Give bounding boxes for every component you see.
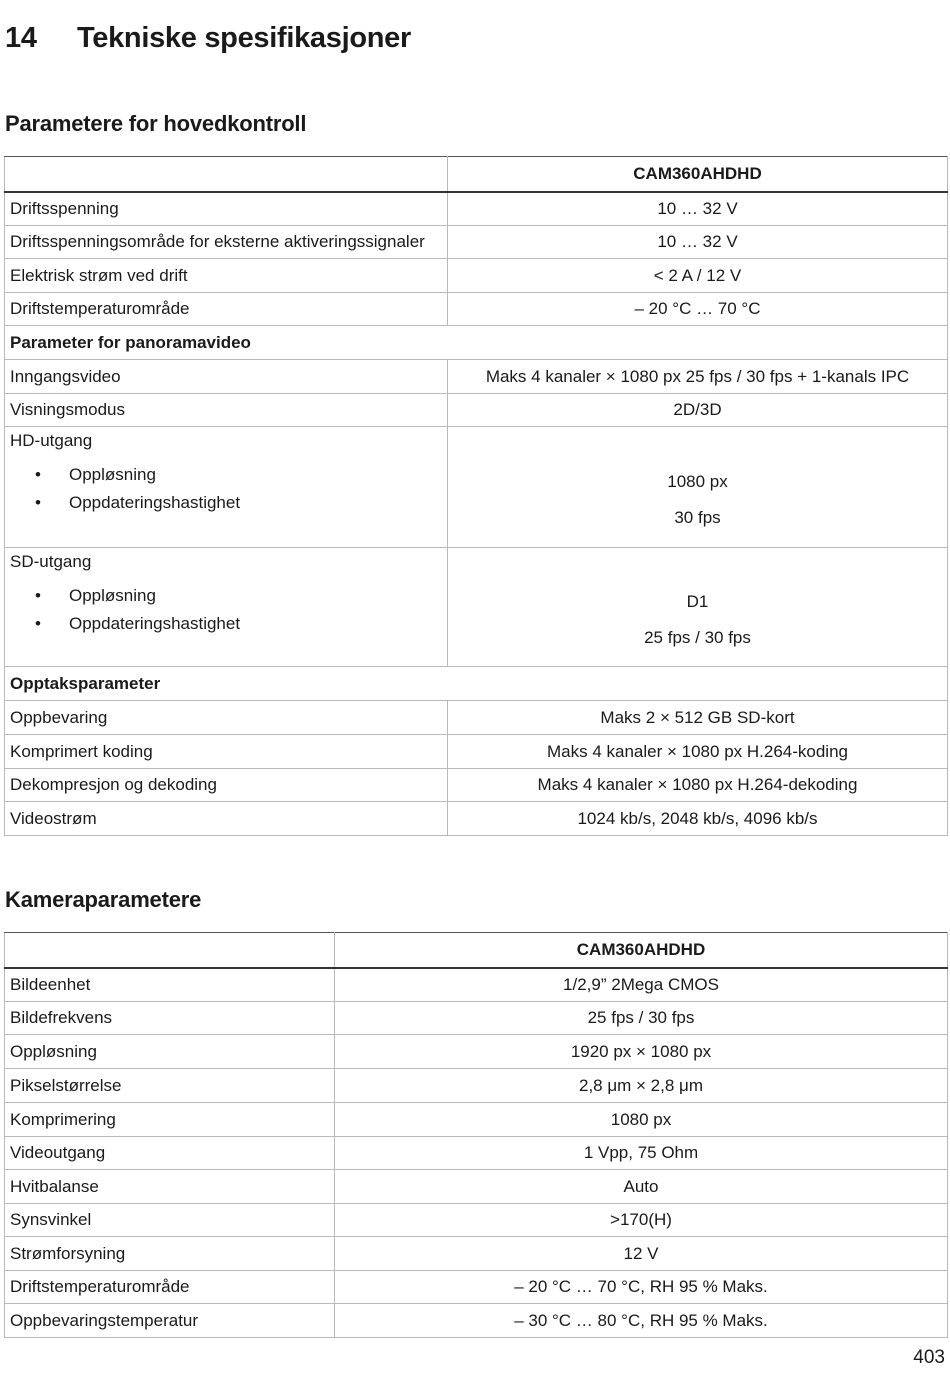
table-row bbox=[5, 360, 948, 394]
table-row bbox=[5, 394, 948, 427]
table-row-sd-output bbox=[5, 548, 948, 667]
row-value: 1/2,9” 2Mega CMOS bbox=[335, 968, 948, 1002]
row-value: 1024 kb/s, 2048 kb/s, 4096 kb/s bbox=[448, 802, 948, 836]
sd-output-cell bbox=[5, 548, 448, 667]
table-row bbox=[5, 1237, 948, 1271]
table-row bbox=[5, 1069, 948, 1103]
row-label: Inngangsvideo bbox=[5, 360, 448, 394]
row-value: Maks 4 kanaler × 1080 px H.264-koding bbox=[448, 735, 948, 769]
group-row bbox=[5, 667, 948, 701]
row-value: Auto bbox=[335, 1170, 948, 1204]
hd-output-label: HD-utgang bbox=[10, 431, 93, 450]
table-row-hd-output bbox=[5, 427, 948, 548]
row-value: 10 … 32 V bbox=[448, 226, 948, 259]
table-row bbox=[5, 293, 948, 326]
row-value: – 20 °C … 70 °C, RH 95 % Maks. bbox=[335, 1271, 948, 1304]
header-empty-cell bbox=[5, 933, 335, 968]
row-label: Oppbevaringstemperatur bbox=[5, 1304, 335, 1338]
table-row bbox=[5, 1170, 948, 1204]
row-value: 10 … 32 V bbox=[448, 192, 948, 226]
row-value: 25 fps / 30 fps bbox=[335, 1002, 948, 1035]
row-label: Driftsspenning bbox=[5, 192, 448, 226]
row-value: Maks 4 kanaler × 1080 px 25 fps / 30 fps + 1-kanals IPC bbox=[448, 360, 948, 394]
hd-output-list bbox=[10, 465, 442, 513]
row-value: Maks 2 × 512 GB SD-kort bbox=[448, 701, 948, 735]
table-row bbox=[5, 1137, 948, 1170]
group-heading-panorama: Parameter for panoramavideo bbox=[5, 326, 948, 360]
row-label: Synsvinkel bbox=[5, 1204, 335, 1237]
camera-table bbox=[4, 932, 948, 1338]
section-title-camera: Kameraparametere bbox=[5, 887, 202, 912]
chapter-title: Tekniske spesifikasjoner bbox=[77, 22, 411, 54]
table-row bbox=[5, 1103, 948, 1137]
row-value: 1 Vpp, 75 Ohm bbox=[335, 1137, 948, 1170]
table-row bbox=[5, 735, 948, 769]
list-item: • Oppløsning bbox=[10, 586, 442, 606]
row-label: Videostrøm bbox=[5, 802, 448, 836]
table-row bbox=[5, 968, 948, 1002]
row-label: Pikselstørrelse bbox=[5, 1069, 335, 1103]
row-value: 12 V bbox=[335, 1237, 948, 1271]
sd-resolution-value: D1 bbox=[686, 592, 709, 611]
table-row bbox=[5, 192, 948, 226]
table-header-row bbox=[5, 933, 948, 968]
row-label: Driftsspenningsområde for eksterne aktiveringssignaler bbox=[5, 226, 448, 259]
chapter-number: 14 bbox=[5, 22, 37, 54]
table-row bbox=[5, 701, 948, 735]
row-label: Dekompresjon og dekoding bbox=[5, 769, 448, 802]
list-item: • Oppdateringshastighet bbox=[10, 614, 442, 634]
row-label: Videoutgang bbox=[5, 1137, 335, 1170]
row-label: Driftstemperaturområde bbox=[5, 293, 448, 326]
row-label: Visningsmodus bbox=[5, 394, 448, 427]
row-label: Oppløsning bbox=[5, 1035, 335, 1069]
row-value: 1080 px bbox=[335, 1103, 948, 1137]
row-label: Elektrisk strøm ved drift bbox=[5, 259, 448, 293]
table-row bbox=[5, 769, 948, 802]
row-value: >170(H) bbox=[335, 1204, 948, 1237]
row-label: Hvitbalanse bbox=[5, 1170, 335, 1204]
row-label: Oppbevaring bbox=[5, 701, 448, 735]
row-label: Komprimering bbox=[5, 1103, 335, 1137]
hd-output-cell bbox=[5, 427, 448, 548]
sd-output-list bbox=[10, 586, 442, 634]
table-header-row bbox=[5, 157, 948, 192]
sd-output-values bbox=[448, 548, 948, 667]
row-value: < 2 A / 12 V bbox=[448, 259, 948, 293]
table-row bbox=[5, 1002, 948, 1035]
row-label: Bildefrekvens bbox=[5, 1002, 335, 1035]
sd-refresh-value: 25 fps / 30 fps bbox=[644, 628, 751, 647]
hd-refresh-value: 30 fps bbox=[674, 508, 721, 527]
model-header: CAM360AHDHD bbox=[448, 157, 948, 192]
table-row bbox=[5, 1035, 948, 1069]
header-empty-cell bbox=[5, 157, 448, 192]
row-label: Strømforsyning bbox=[5, 1237, 335, 1271]
sd-output-label: SD-utgang bbox=[10, 552, 92, 571]
row-label: Bildeenhet bbox=[5, 968, 335, 1002]
row-label: Driftstemperaturområde bbox=[5, 1271, 335, 1304]
row-value: 2,8 μm × 2,8 μm bbox=[335, 1069, 948, 1103]
table-row bbox=[5, 226, 948, 259]
list-item: • Oppdateringshastighet bbox=[10, 493, 442, 513]
main-control-table bbox=[4, 156, 948, 836]
hd-resolution-value: 1080 px bbox=[667, 472, 728, 491]
group-heading-recording: Opptaksparameter bbox=[5, 667, 948, 701]
row-value: Maks 4 kanaler × 1080 px H.264-dekoding bbox=[448, 769, 948, 802]
table-row bbox=[5, 802, 948, 836]
row-value: 1920 px × 1080 px bbox=[335, 1035, 948, 1069]
row-label: Komprimert koding bbox=[5, 735, 448, 769]
list-item: • Oppløsning bbox=[10, 465, 442, 485]
group-row bbox=[5, 326, 948, 360]
model-header: CAM360AHDHD bbox=[335, 933, 948, 968]
table-row bbox=[5, 1271, 948, 1304]
hd-output-values bbox=[448, 427, 948, 548]
row-value: – 20 °C … 70 °C bbox=[448, 293, 948, 326]
section-title-main-control: Parametere for hovedkontroll bbox=[5, 111, 307, 136]
table-row bbox=[5, 1204, 948, 1237]
page-number: 403 bbox=[913, 1347, 945, 1368]
row-value: – 30 °C … 80 °C, RH 95 % Maks. bbox=[335, 1304, 948, 1338]
table-row bbox=[5, 1304, 948, 1338]
row-value: 2D/3D bbox=[448, 394, 948, 427]
chapter-heading bbox=[5, 22, 411, 55]
table-row bbox=[5, 259, 948, 293]
